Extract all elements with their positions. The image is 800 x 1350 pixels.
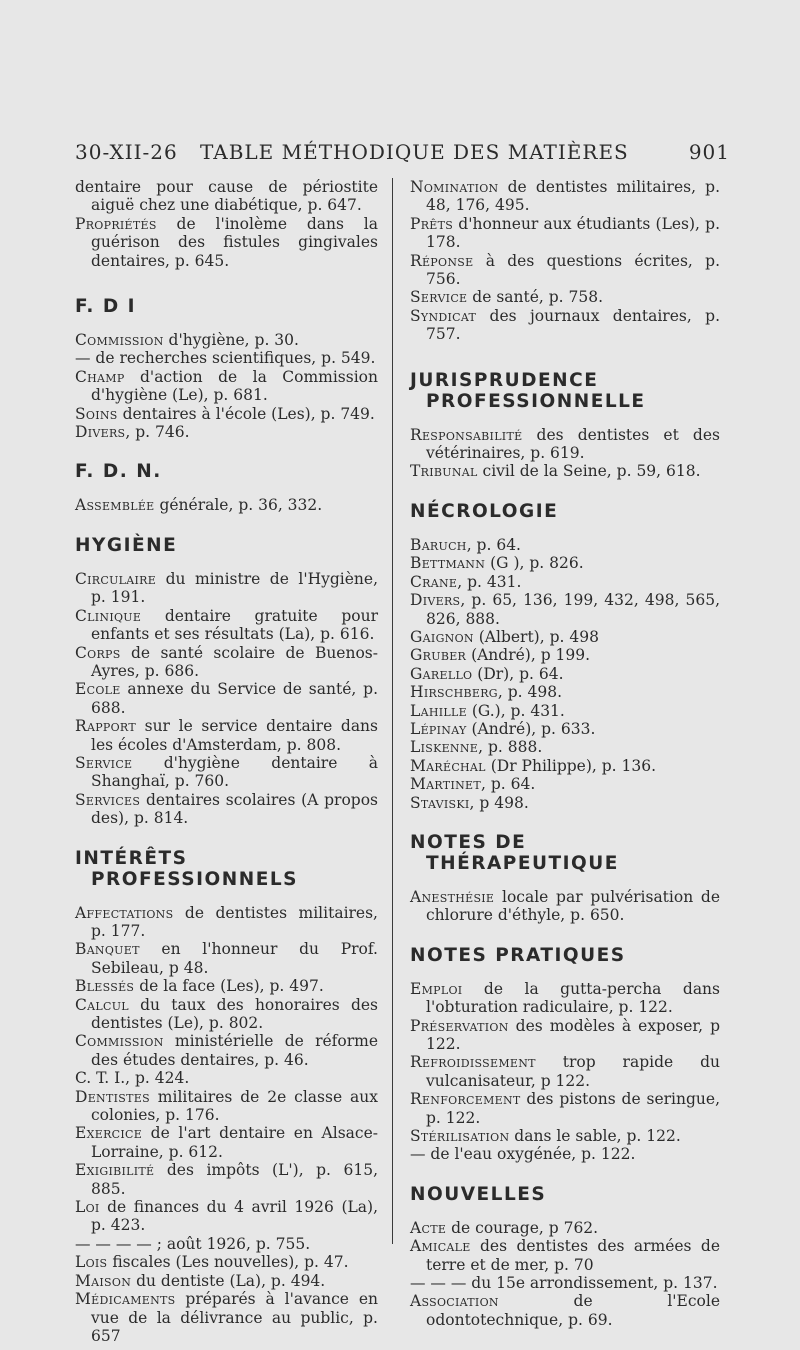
entry-keyword: Emploi — [410, 979, 463, 998]
index-entry — [410, 178, 720, 215]
left-column — [75, 178, 378, 1345]
index-entry — [410, 980, 720, 1017]
entry-keyword: Assemblée — [75, 496, 155, 515]
entry-keyword: Rapport — [75, 717, 136, 736]
index-entry — [410, 757, 720, 775]
index-entry — [410, 1219, 720, 1237]
entry-text: de dentistes militaires, p. 177. — [91, 903, 378, 940]
entry-keyword: Exercice — [75, 1124, 143, 1143]
index-entry — [410, 665, 720, 683]
entry-keyword: Commission — [75, 1032, 164, 1051]
entry-text: — — — — ; août 1926, p. 755. — [75, 1234, 311, 1253]
index-entry — [410, 591, 720, 628]
entry-keyword: Maréchal — [410, 756, 486, 775]
index-entry — [410, 573, 720, 591]
entry-keyword: Maison — [75, 1271, 132, 1290]
right-column — [410, 178, 720, 1329]
index-entry — [75, 368, 378, 405]
entry-text: C. T. I., p. 424. — [75, 1069, 190, 1088]
entry-text: de l'inolème dans la guérison des fistules gingivales dentaires, p. 645. — [91, 214, 378, 270]
index-entry — [410, 1237, 720, 1274]
entry-text: des dentistes et des vétérinaires, p. 619. — [426, 425, 720, 463]
entry-keyword: Loi — [75, 1198, 100, 1217]
entry-keyword: Garello — [410, 664, 473, 683]
index-entry — [75, 1253, 378, 1271]
entry-text: de finances du 4 avril 1926 (La), p. 423. — [91, 1198, 378, 1235]
entry-text: de santé scolaire de Buenos-Ayres, p. 686. — [91, 643, 378, 680]
entry-text: sur le service dentaire dans les écoles d'Amsterdam, p. 808. — [91, 717, 378, 754]
index-entry — [75, 1088, 378, 1125]
entry-keyword: Martinet — [410, 775, 481, 794]
index-entry — [75, 680, 378, 717]
entry-keyword: Crane — [410, 572, 458, 591]
entry-text: du ministre de l'Hygiène, p. 191. — [91, 569, 378, 607]
entry-keyword: Renforcement — [410, 1090, 521, 1109]
entry-text: des dentistes des armées de terre et de mer, p. 70 — [426, 1237, 720, 1274]
entry-text: (André), p. 633. — [466, 719, 596, 738]
index-entry — [75, 904, 378, 941]
index-entry — [75, 405, 378, 423]
entry-text: à des questions écrites, p. 756. — [426, 251, 720, 289]
entry-text: de l'art dentaire en Alsace-Lorraine, p. 612. — [91, 1124, 378, 1161]
index-entry — [75, 607, 378, 644]
entry-text: annexe du Service de santé, p. 688. — [91, 680, 378, 717]
entry-text: (André), p 199. — [466, 646, 591, 665]
entry-keyword: Commission — [75, 331, 164, 350]
section-heading: HYGIÈNE — [75, 534, 178, 556]
entry-text: — — — du 15e arrondissement, p. 137. — [410, 1274, 718, 1293]
entry-keyword: Gruber — [410, 646, 467, 665]
entry-text: , p. 64. — [466, 535, 521, 554]
section-heading: F. D. N. — [75, 461, 162, 483]
entry-text: de l'Ecole odontotechnique, p. 69. — [426, 1292, 720, 1329]
entry-keyword: Staviski — [410, 793, 470, 812]
entry-text: de la gutta-percha dans l'obturation radiculaire, p. 122. — [426, 979, 720, 1017]
column-divider — [392, 178, 393, 1244]
entry-text: , p 498. — [469, 793, 529, 812]
entry-text: des impôts (L'), p. 615, 885. — [91, 1161, 378, 1198]
entry-keyword: Responsabilité — [410, 425, 523, 444]
entry-text: — de recherches scientifiques, p. 549. — [75, 349, 376, 368]
entry-text: ministérielle de réforme des études dentaires, p. 46. — [91, 1032, 378, 1069]
entry-keyword: Affectations — [75, 903, 174, 922]
index-entry — [75, 423, 378, 441]
entry-keyword: Calcul — [75, 995, 129, 1014]
entry-text: , p. 65, 136, 199, 432, 498, 565, 826, 888. — [426, 591, 720, 628]
entry-text: locale par pulvérisation de chlorure d'éthyle, p. 650. — [426, 887, 720, 925]
entry-keyword: Amicale — [410, 1237, 471, 1256]
entry-text: , p. 498. — [497, 683, 563, 702]
index-entry — [410, 775, 720, 793]
index-entry — [75, 977, 378, 995]
entry-keyword: Blessés — [75, 977, 135, 996]
entry-keyword: Tribunal — [410, 462, 478, 481]
entry-keyword: Ecole — [75, 680, 121, 699]
entry-keyword: Service — [75, 753, 133, 772]
index-entry — [410, 888, 720, 925]
entry-keyword: Liskenne — [410, 738, 479, 757]
entry-text: d'hygiène, p. 30. — [163, 331, 299, 350]
entry-keyword: Syndicat — [410, 306, 477, 325]
index-entry — [75, 754, 378, 791]
index-entry — [410, 1274, 720, 1292]
index-entry — [410, 646, 720, 664]
section-heading: NOTES DE THÉRAPEUTIQUE — [410, 831, 619, 874]
header-date: 30-XII-26 — [75, 140, 178, 164]
entry-keyword: Lahille — [410, 701, 467, 720]
entry-text: , p. 746. — [125, 423, 190, 442]
entry-keyword: Médicaments — [75, 1290, 176, 1309]
section-heading: NOUVELLES — [410, 1183, 547, 1205]
entry-text: militaires de 2e classe aux colonies, p. 176. — [91, 1087, 378, 1125]
entry-text: dentaire gratuite pour enfants et ses résultats (La), p. 616. — [91, 606, 378, 644]
entry-keyword: Lépinay — [410, 719, 467, 738]
index-entry — [410, 536, 720, 554]
entry-text: d'action de la Commission d'hygiène (Le), p. 681. — [91, 367, 378, 405]
index-entry — [410, 462, 720, 480]
entry-keyword: Prêts — [410, 214, 454, 233]
index-entry — [410, 794, 720, 812]
index-entry — [75, 717, 378, 754]
entry-keyword: Hirschberg — [410, 683, 498, 702]
index-entry — [75, 570, 378, 607]
entry-keyword: Banquet — [75, 940, 140, 959]
index-entry — [75, 791, 378, 828]
index-entry — [410, 702, 720, 720]
entry-keyword: Corps — [75, 643, 121, 662]
entry-text: de santé, p. 758. — [467, 288, 604, 307]
entry-keyword: Stérilisation — [410, 1127, 510, 1146]
entry-text: d'honneur aux étudiants (Les), p. 178. — [426, 214, 720, 252]
index-entry — [75, 496, 378, 514]
entry-text: fiscales (Les nouvelles), p. 47. — [107, 1253, 349, 1272]
entry-keyword: Gaignon — [410, 627, 474, 646]
entry-keyword: Divers — [75, 423, 126, 442]
entry-keyword: Divers — [410, 591, 461, 610]
entry-text: (Albert), p. 498 — [473, 627, 599, 646]
index-entry — [410, 1145, 720, 1163]
entry-text: des pistons de seringue, p. 122. — [426, 1090, 720, 1127]
entry-text: des modèles à exposer, p 122. — [426, 1016, 720, 1053]
entry-keyword: Acte — [410, 1218, 447, 1237]
entry-keyword: Soins — [75, 404, 118, 423]
entry-keyword: Baruch — [410, 535, 467, 554]
index-entry — [75, 1198, 378, 1235]
index-entry — [75, 1272, 378, 1290]
entry-text: de la face (Les), p. 497. — [134, 977, 324, 996]
index-entry — [75, 1235, 378, 1253]
entry-text: dentaire pour cause de périostite aiguë chez une diabétique, p. 647. — [75, 178, 378, 215]
index-entry — [75, 331, 378, 349]
entry-text: de courage, p 762. — [446, 1218, 599, 1237]
index-entry — [75, 996, 378, 1033]
entry-keyword: Bettmann — [410, 554, 486, 573]
entry-text: dentaires scolaires (A propos des), p. 814. — [91, 790, 378, 828]
entry-keyword: Champ — [75, 367, 125, 386]
index-entry — [75, 215, 378, 270]
entry-text: en l'honneur du Prof. Sebileau, p 48. — [91, 940, 378, 977]
entry-keyword: Service — [410, 288, 468, 307]
entry-text: , p. 888. — [478, 738, 543, 757]
entry-text: (G.), p. 431. — [466, 701, 565, 720]
entry-text: , p. 64. — [480, 775, 536, 794]
entry-keyword: Services — [75, 790, 141, 809]
entry-text: des journaux dentaires, p. 757. — [426, 306, 720, 344]
index-entry — [75, 1290, 378, 1345]
section-heading: NÉCROLOGIE — [410, 500, 559, 522]
entry-keyword: Association — [410, 1292, 499, 1311]
index-entry — [410, 738, 720, 756]
index-entry — [410, 554, 720, 572]
index-entry — [75, 349, 378, 367]
entry-keyword: Nomination — [410, 178, 499, 196]
index-entry — [410, 307, 720, 344]
entry-keyword: Propriétés — [75, 214, 157, 233]
entry-text: du dentiste (La), p. 494. — [131, 1271, 326, 1290]
section-heading: JURISPRUDENCE PROFESSIONNELLE — [410, 369, 646, 412]
index-entry — [75, 178, 378, 215]
index-entry — [410, 1292, 720, 1329]
index-entry — [410, 1090, 720, 1127]
page-header — [75, 140, 730, 170]
entry-keyword: Réponse — [410, 251, 474, 270]
index-entry — [410, 215, 720, 252]
entry-text: préparés à l'avance en vue de la délivrance au public, p. 657 — [91, 1290, 378, 1345]
entry-keyword: Anesthésie — [410, 887, 495, 906]
entry-text: générale, p. 36, 332. — [154, 496, 323, 515]
entry-text: , p. 431. — [457, 572, 522, 591]
index-entry — [75, 1161, 378, 1198]
index-entry — [410, 288, 720, 306]
index-entry — [75, 1032, 378, 1069]
entry-text: de dentistes militaires, p. 48, 176, 495. — [426, 178, 720, 215]
entry-text: du taux des honoraires des dentistes (Le), p. 802. — [91, 995, 378, 1032]
entry-keyword: Dentistes — [75, 1087, 150, 1106]
entry-text: trop rapide du vulcanisateur, p 122. — [426, 1053, 720, 1090]
entry-text: — de l'eau oxygénée, p. 122. — [410, 1145, 636, 1164]
entry-text: civil de la Seine, p. 59, 618. — [477, 462, 701, 481]
entry-keyword: Clinique — [75, 606, 142, 625]
index-entry — [75, 1124, 378, 1161]
entry-keyword: Refroidissement — [410, 1053, 536, 1072]
section-heading: NOTES PRATIQUES — [410, 944, 626, 966]
index-entry — [410, 720, 720, 738]
entry-keyword: Exigibilité — [75, 1161, 155, 1180]
index-entry — [75, 1069, 378, 1087]
index-entry — [410, 1127, 720, 1145]
entry-text: dentaires à l'école (Les), p. 749. — [117, 404, 375, 423]
section-heading: F. D I — [75, 296, 137, 318]
entry-text: (G ), p. 826. — [485, 554, 584, 573]
entry-text: (Dr Philippe), p. 136. — [485, 756, 657, 775]
index-entry — [410, 683, 720, 701]
header-title: TABLE MÉTHODIQUE DES MATIÈRES — [200, 140, 629, 164]
index-entry — [410, 426, 720, 463]
entry-text: (Dr), p. 64. — [472, 664, 564, 683]
entry-text: d'hygiène dentaire à Shanghaï, p. 760. — [91, 753, 378, 791]
page-number: 901 — [688, 140, 730, 164]
entry-text: dans le sable, p. 122. — [509, 1127, 681, 1146]
section-heading: INTÉRÊTS PROFESSIONNELS — [75, 847, 298, 890]
index-entry — [410, 1017, 720, 1054]
entry-keyword: Préservation — [410, 1016, 509, 1035]
entry-keyword: Lois — [75, 1253, 108, 1272]
index-entry — [410, 1053, 720, 1090]
index-entry — [75, 940, 378, 977]
index-entry — [75, 644, 378, 681]
entry-keyword: Circulaire — [75, 569, 157, 588]
index-entry — [410, 628, 720, 646]
index-entry — [410, 252, 720, 289]
